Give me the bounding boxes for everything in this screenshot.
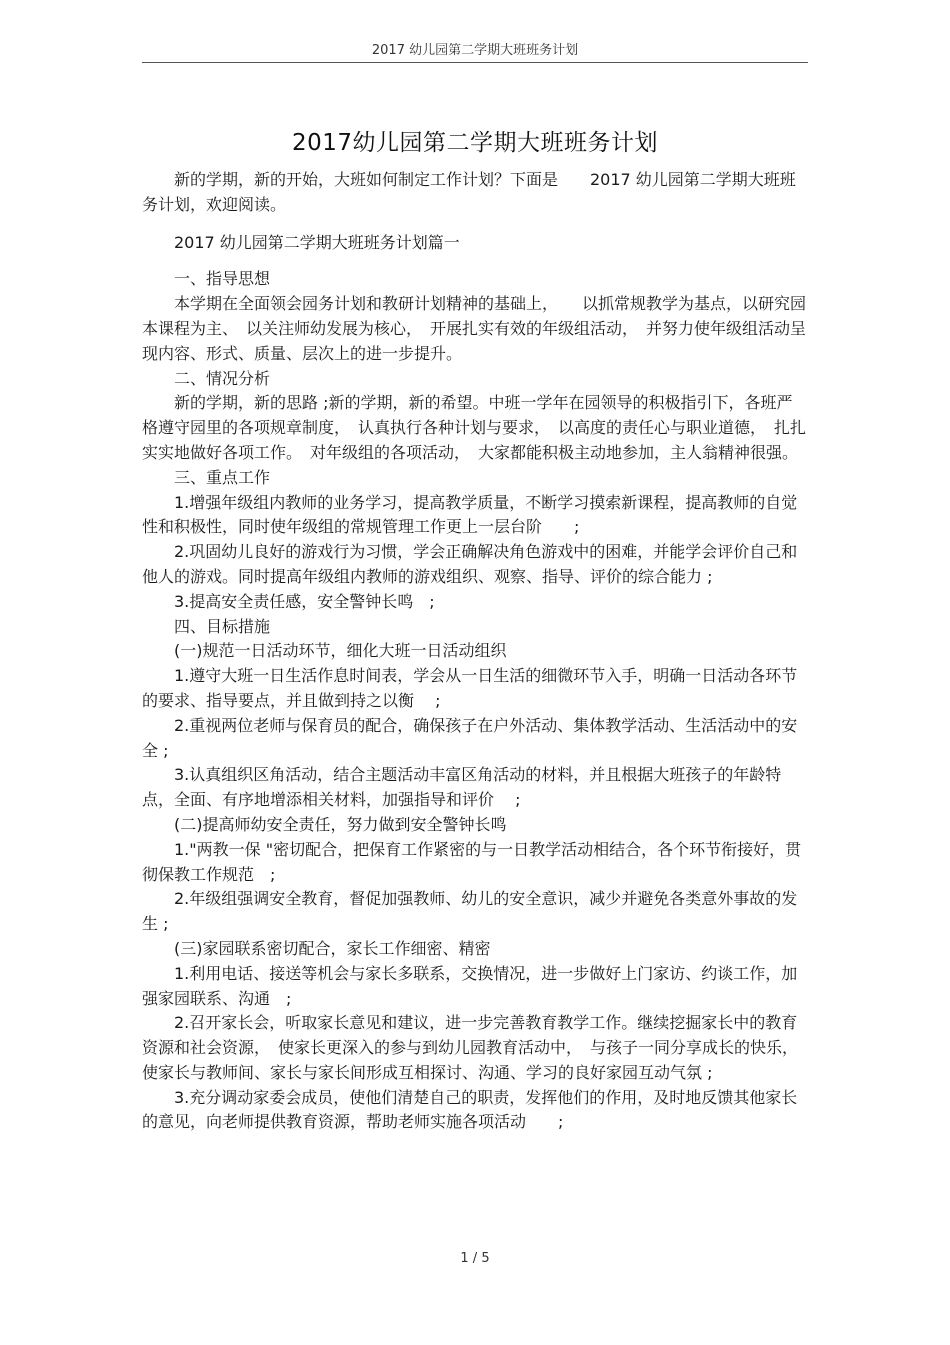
list-item: 3.认真组织区角活动，结合主题活动丰富区角活动的材料，并且根据大班孩子的年龄特点，全面、有序地增添相关材料，加强指导和评价 ; [142,765,782,810]
running-header: 2017 幼儿园第二学期大班班务计划 [371,43,579,58]
list-item: 2.重视两位老师与保育员的配合，确保孩子在户外活动、集体教学活动、生活活动中的安全 ; [142,715,798,760]
page-number: 1 / 5 [460,1251,490,1266]
document-title: 2017幼儿园第二学期大班班务计划 [291,130,659,156]
list-item: 1.遵守大班一日生活作息时间表，学会从一日生活的细微环节入手，明确一日活动各环节的要求、指导要点，并且做到持之以衡 ; [142,666,798,710]
subheading: (二)提高师幼安全责任，努力做到安全警钟长鸣 [174,814,507,834]
heading-guiding-thought: 一、指导思想 [174,269,271,289]
list-item: 3.提高安全责任感，安全警钟长鸣 ; [174,591,435,611]
list-item: 2.巩固幼儿良好的游戏行为习惯，学会正确解决角色游戏中的困难，并能学会评价自己和他人的游戏。同时提高年级组内教师的游戏组织、观察、指导、评价的综合能力 ; [142,542,798,586]
list-item: 3.充分调动家委会成员，使他们清楚自己的职责，发挥他们的作用，及时地反馈其他家长的意见，向老师提供教育资源，帮助老师实施各项活动 ; [142,1087,798,1132]
list-item: 2.年级组强调安全教育，督促加强教师、幼儿的安全意识，减少并避免各类意外事故的发生 ; [142,889,798,934]
list-item: 2.召开家长会，听取家长意见和建议，进一步完善教育教学工作。继续挖掘家长中的教育资源和社会资源， 使家长更深入的参与到幼儿园教育活动中， 与孩子一同分享成长的快乐，使家长与教师间、家长与家长间形成互相探讨、沟通、学习的良好家园互动气氛 ; [142,1013,799,1082]
list-item: 1.增强年级组内教师的业务学习，提高教学质量，不断学习摸索新课程，提高教师的自觉性和积极性，同时使年级组的常规管理工作更上一层台阶 ; [142,492,798,537]
heading-goals-measures: 四、目标措施 [174,616,271,636]
document-body [142,168,808,1135]
heading-key-work: 三、重点工作 [174,467,271,487]
heading-situation-analysis: 二、情况分析 [174,368,271,388]
intro-paragraph: 新的学期，新的开始，大班如何制定工作计划？下面是 2017 幼儿园第二学期大班班务计划，欢迎阅读。 [142,170,796,214]
header-rule [142,62,808,63]
section-subtitle: 2017 幼儿园第二学期大班班务计划篇一 [174,232,460,252]
list-item: 1.利用电话、接送等机会与家长多联系，交换情况，进一步做好上门家访、约谈工作，加强家园联系、沟通 ; [142,963,798,1008]
subheading: (三)家园联系密切配合，家长工作细密、精密 [174,938,491,958]
paragraph: 本学期在全面领会园务计划和教研计划精神的基础上， 以抓常规教学为基点，以研究园本课程为主、 以关注师幼发展为核心， 开展扎实有效的年级组活动， 并努力使年级组活动呈现内容、形式、质量、层次上的进一步提升。 [142,294,807,363]
subheading: (一)规范一日活动环节，细化大班一日活动组织 [174,641,507,661]
list-item: 1."两教一保 "密切配合，把保育工作紧密的与一日教学活动相结合，各个环节衔接好，贯彻保教工作规范 ; [142,839,802,884]
paragraph: 新的学期，新的思路 ;新的学期，新的希望。中班一学年在园领导的积极指引下，各班严格遵守园里的各项规章制度， 认真执行各种计划与要求， 以高度的责任心与职业道德， 扎扎实实地做好各项工作。 对年级组的各项活动， 大家都能积极主动地参加，主人翁精神很强。 [142,393,807,462]
